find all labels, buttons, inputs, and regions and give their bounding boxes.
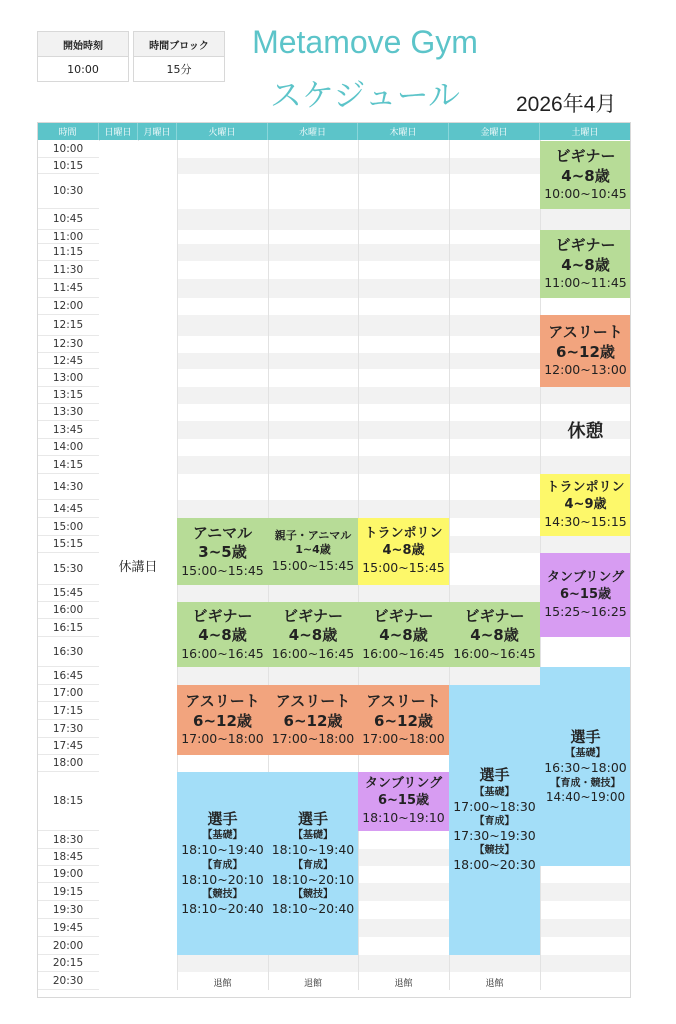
time-label: 17:30 (37, 720, 99, 738)
class-text: 14:40~19:00 (545, 789, 626, 804)
time-label: 16:15 (37, 619, 99, 637)
class-block (177, 602, 268, 667)
exit-label: 退館 (485, 978, 504, 989)
class-text: タンブリング (364, 776, 443, 792)
class-text: 【育成】 (202, 859, 243, 871)
class-text: 6~12歳 (374, 711, 433, 730)
time-label: 20:00 (37, 937, 99, 955)
time-label: 16:45 (37, 667, 99, 685)
class-block (358, 772, 449, 831)
class-block (540, 141, 631, 209)
time-label: 12:00 (37, 298, 99, 315)
class-block (358, 602, 449, 667)
class-text: 16:30~18:00 (544, 760, 627, 776)
time-label: 15:15 (37, 536, 99, 553)
exit-label: 退館 (303, 978, 322, 989)
closed-day-label: 休講日 (99, 141, 177, 990)
time-label: 19:45 (37, 919, 99, 937)
time-label: 20:15 (37, 955, 99, 972)
class-text: 17:00~18:00 (181, 731, 264, 747)
time-label: 12:45 (37, 353, 99, 369)
class-text: 6~15歳 (559, 586, 612, 602)
class-text: トランポリン (364, 526, 443, 542)
header-day: 火曜日 (177, 122, 268, 140)
class-text: 15:25~16:25 (544, 603, 627, 619)
class-block (358, 518, 449, 585)
class-block (358, 685, 449, 755)
class-text: 【基礎】 (474, 786, 515, 798)
header-day: 月曜日 (138, 122, 177, 140)
class-text: トランポリン (546, 479, 625, 495)
rest-label: 休憩 (567, 421, 604, 442)
class-text: ビギナー (373, 606, 434, 625)
class-text: 1~4歳 (295, 543, 331, 557)
class-text: ビギナー (555, 236, 616, 255)
time-label: 10:45 (37, 209, 99, 230)
class-text: 18:10~20:10 (181, 871, 264, 887)
class-text: 16:00~16:45 (181, 645, 264, 661)
time-label: 15:00 (37, 518, 99, 536)
class-text: 12:00~13:00 (544, 362, 627, 378)
class-text: 選手 (570, 727, 601, 746)
class-text: タンブリング (546, 569, 625, 585)
class-text: 4~8歳 (470, 626, 519, 645)
class-text: 18:10~19:40 (271, 842, 355, 858)
class-text: 【競技】 (293, 888, 333, 900)
header-day: 土曜日 (540, 122, 631, 140)
class-text: 選手 (297, 809, 328, 828)
class-text: 3~5歳 (198, 543, 247, 562)
class-block (540, 474, 631, 536)
class-block (540, 315, 631, 387)
class-text: 【基礎】 (202, 830, 243, 842)
time-label: 11:00 (37, 230, 99, 244)
start-time-value: 10:00 (67, 62, 99, 76)
class-text: 4~8歳 (561, 166, 610, 185)
class-text: 17:00~18:00 (271, 731, 355, 747)
class-block (177, 772, 268, 955)
time-label: 15:30 (37, 553, 99, 585)
class-block (540, 230, 631, 298)
time-label: 12:30 (37, 336, 99, 353)
class-text: 【育成】 (293, 859, 333, 871)
class-text: 6~15歳 (377, 793, 430, 809)
class-text: 18:00~20:30 (453, 857, 536, 873)
class-text: 4~8歳 (198, 626, 247, 645)
class-text: 15:00~15:45 (271, 557, 355, 573)
time-label: 18:00 (37, 755, 99, 772)
time-label: 17:00 (37, 685, 99, 702)
class-text: ビギナー (555, 147, 616, 166)
class-text: 6~12歳 (556, 342, 615, 361)
class-text: 18:10~20:10 (271, 871, 355, 887)
time-label: 13:00 (37, 369, 99, 387)
time-label: 15:45 (37, 585, 99, 602)
class-text: 15:00~15:45 (181, 562, 264, 578)
time-label: 12:15 (37, 315, 99, 336)
row-band (177, 955, 631, 972)
class-text: アスリート (366, 692, 441, 711)
time-label: 20:30 (37, 972, 99, 990)
class-text: 親子・アニマル (274, 529, 352, 543)
time-label: 18:45 (37, 849, 99, 866)
exit-label: 退館 (394, 978, 413, 989)
header-day: 日曜日 (99, 122, 138, 140)
row-band (177, 209, 631, 230)
class-text: 11:00~11:45 (544, 275, 627, 291)
time-label: 17:15 (37, 702, 99, 720)
class-block (268, 602, 358, 667)
class-text: 18:10~19:40 (181, 842, 264, 858)
class-block (540, 553, 631, 637)
time-label: 19:15 (37, 883, 99, 901)
header-day: 金曜日 (449, 122, 540, 140)
class-block (540, 667, 631, 866)
class-block (177, 518, 268, 585)
class-text: 6~12歳 (193, 711, 252, 730)
class-text: アスリート (185, 692, 260, 711)
class-text: 選手 (207, 809, 238, 828)
class-text: 6~12歳 (283, 711, 343, 730)
class-text: 16:00~16:45 (362, 645, 445, 661)
class-text: 4~9歳 (564, 496, 607, 512)
class-text: アスリート (275, 692, 351, 711)
time-label: 18:15 (37, 772, 99, 831)
class-text: 18:10~19:10 (362, 810, 445, 826)
class-text: 選手 (479, 766, 510, 785)
class-text: 4~8歳 (561, 255, 610, 274)
class-text: 4~8歳 (382, 543, 425, 559)
time-label: 10:15 (37, 158, 99, 174)
time-label: 14:45 (37, 500, 99, 518)
schedule-title: スケジュール (269, 77, 461, 113)
class-block (268, 772, 358, 955)
header-day: 水曜日 (268, 122, 358, 140)
class-text: 17:00~18:00 (362, 731, 445, 747)
time-label: 13:45 (37, 421, 99, 439)
class-text: ビギナー (282, 606, 343, 625)
class-text: アスリート (548, 323, 623, 342)
time-label: 16:00 (37, 602, 99, 619)
month-label: 2026年4月 (516, 93, 617, 116)
class-text: 14:30~15:15 (544, 513, 627, 529)
time-label: 18:30 (37, 831, 99, 849)
class-text: 4~8歳 (288, 626, 338, 645)
row-band (177, 387, 631, 404)
gym-title: Metamove Gym (252, 24, 478, 60)
class-text: 【育成・競技】 (550, 777, 621, 789)
time-label: 19:00 (37, 866, 99, 883)
class-text: 10:00~10:45 (544, 186, 627, 202)
row-band (177, 456, 631, 474)
start-time-label: 開始時刻 (38, 32, 128, 57)
class-text: 【基礎】 (565, 748, 606, 760)
class-text: 4~8歳 (379, 626, 428, 645)
time-label: 10:00 (37, 141, 99, 158)
class-text: 【競技】 (202, 888, 243, 900)
exit-label: 退館 (213, 978, 232, 989)
class-block (449, 685, 540, 955)
time-label: 10:30 (37, 174, 99, 209)
class-text: 18:10~20:40 (181, 900, 264, 916)
class-text: 16:00~16:45 (271, 645, 355, 661)
class-text: 【育成】 (474, 816, 515, 828)
class-text: 【基礎】 (293, 830, 333, 842)
time-label: 11:30 (37, 261, 99, 279)
time-label: 13:30 (37, 404, 99, 421)
class-text: ビギナー (464, 606, 525, 625)
time-label: 14:15 (37, 456, 99, 474)
time-label: 11:15 (37, 244, 99, 261)
class-text: 16:00~16:45 (453, 645, 536, 661)
time-label: 19:30 (37, 901, 99, 919)
header-time: 時間 (37, 122, 99, 140)
class-block (268, 685, 358, 755)
time-label: 13:15 (37, 387, 99, 404)
time-block-value: 15分 (166, 63, 192, 76)
class-text: ビギナー (192, 606, 253, 625)
class-text: 【競技】 (474, 845, 515, 857)
class-block (268, 518, 358, 585)
header-day: 木曜日 (358, 122, 449, 140)
class-block (177, 685, 268, 755)
class-text: 17:30~19:30 (453, 828, 536, 844)
time-label: 17:45 (37, 738, 99, 755)
class-text: アニマル (192, 523, 253, 542)
time-label: 14:30 (37, 474, 99, 500)
time-label: 11:45 (37, 279, 99, 298)
class-text: 15:00~15:45 (362, 560, 445, 576)
class-text: 18:10~20:40 (271, 900, 355, 916)
time-label: 16:30 (37, 637, 99, 667)
class-block (449, 602, 540, 667)
class-text: 17:00~18:30 (453, 798, 536, 814)
time-label: 14:00 (37, 439, 99, 456)
time-block-label: 時間ブロック (134, 32, 224, 57)
